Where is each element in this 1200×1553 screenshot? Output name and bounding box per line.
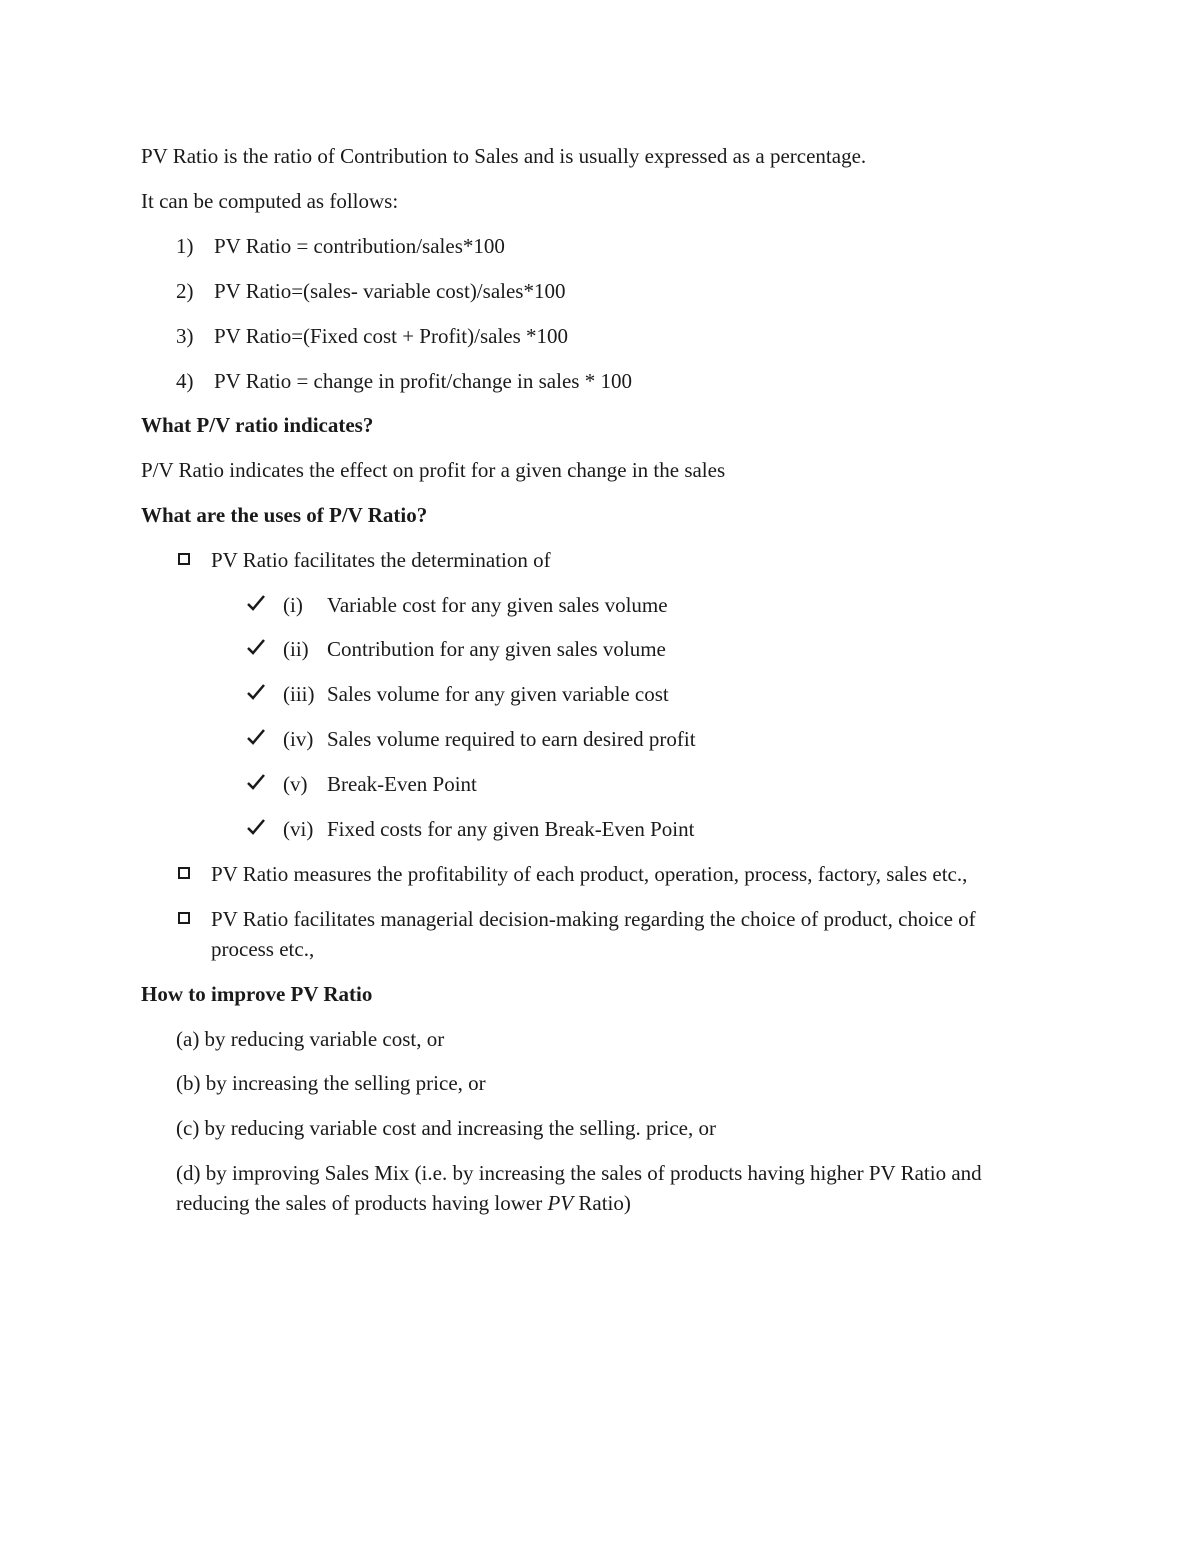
indicates-text: P/V Ratio indicates the effect on profit for a given change in the sales (141, 458, 726, 482)
checkmark-icon (246, 727, 266, 747)
improve-heading: How to improve PV Ratio (141, 982, 373, 1006)
formula-number: 1) (176, 234, 194, 258)
uses-bullet-1: PV Ratio facilitates the determination of (211, 548, 551, 572)
checkbox-bullet-icon (178, 553, 190, 565)
check-item-text: Sales volume for any given variable cost (327, 682, 669, 706)
indicates-heading: What P/V ratio indicates? (141, 413, 374, 437)
improve-item: (a) by reducing variable cost, or (176, 1027, 445, 1051)
check-item (283, 814, 694, 844)
definition-paragraph: PV Ratio is the ratio of Contribution to Sales and is usually expressed as a percentage. (141, 144, 867, 168)
formula-number: 2) (176, 279, 194, 303)
check-item-text: Sales volume required to earn desired profit (327, 727, 696, 751)
check-item (283, 769, 477, 799)
uses-bullet-3-line-1: PV Ratio facilitates managerial decision-making regarding the choice of product, choice of (211, 907, 976, 931)
formula-text: PV Ratio=(sales- variable cost)/sales*100 (214, 279, 566, 303)
checkbox-bullet-icon (178, 867, 190, 879)
checkmark-icon (246, 682, 266, 702)
check-item-number: (iii) (283, 682, 315, 706)
checkmark-icon (246, 772, 266, 792)
check-item (283, 679, 669, 709)
checkmark-icon (246, 817, 266, 837)
formula-number: 4) (176, 369, 194, 393)
check-item-number: (vi) (283, 817, 314, 841)
improve-item-d-text: reducing the sales of products having lower (176, 1191, 548, 1215)
check-item (283, 590, 668, 620)
formula-text: PV Ratio = change in profit/change in sales * 100 (214, 369, 632, 393)
check-item-text: Break-Even Point (327, 772, 477, 796)
checkmark-icon (246, 593, 266, 613)
improve-item-d-italic: PV (547, 1191, 574, 1215)
improve-item-d-line-2 (176, 1188, 631, 1218)
uses-heading: What are the uses of P/V Ratio? (141, 503, 428, 527)
formula-item (176, 321, 568, 351)
check-item-number: (iv) (283, 727, 314, 751)
formula-item (176, 276, 565, 306)
uses-bullet-2: PV Ratio measures the profitability of each product, operation, process, factory, sales etc., (211, 862, 968, 886)
improve-item-d-end: Ratio) (573, 1191, 631, 1215)
computed-intro: It can be computed as follows: (141, 189, 399, 213)
checkmark-icon (246, 637, 266, 657)
formula-number: 3) (176, 324, 194, 348)
formula-item (176, 366, 632, 396)
check-item-number: (ii) (283, 637, 309, 661)
check-item-number: (i) (283, 593, 303, 617)
formula-text: PV Ratio=(Fixed cost + Profit)/sales *100 (214, 324, 569, 348)
checkbox-bullet-icon (178, 912, 190, 924)
check-item-text: Variable cost for any given sales volume (327, 593, 668, 617)
improve-item: (c) by reducing variable cost and increasing the selling. price, or (176, 1116, 716, 1140)
uses-bullet-3-line-2: process etc., (211, 937, 315, 961)
check-item-text: Contribution for any given sales volume (327, 637, 666, 661)
formula-text: PV Ratio = contribution/sales*100 (214, 234, 505, 258)
improve-item: (b) by increasing the selling price, or (176, 1071, 486, 1095)
check-item-text: Fixed costs for any given Break-Even Point (327, 817, 695, 841)
formula-item (176, 231, 505, 261)
improve-item-d-line-1: (d) by improving Sales Mix (i.e. by increasing the sales of products having higher PV Ratio and (176, 1161, 982, 1185)
check-item-number: (v) (283, 772, 308, 796)
check-item (283, 634, 666, 664)
check-item (283, 724, 696, 754)
